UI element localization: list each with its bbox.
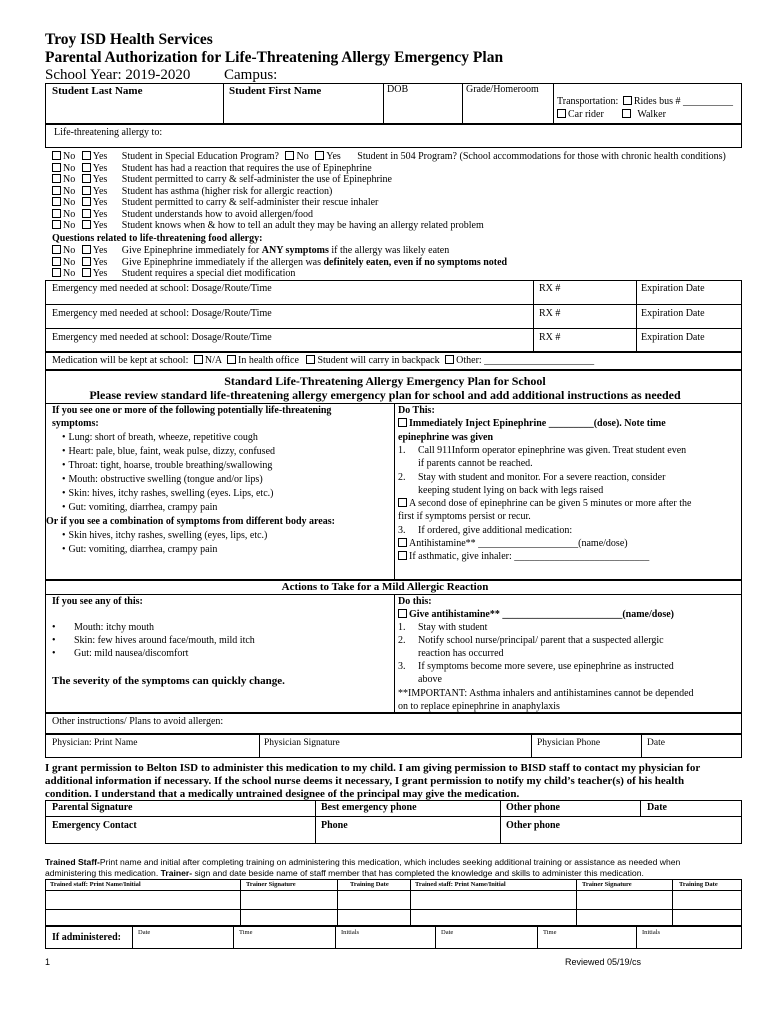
trained-staff-text-2: administering this medication. Trainer- sign and date beside name of staff member that has completed the knowledge and skills to administer this medication. [45, 868, 644, 878]
training-col-header: Training Date [350, 881, 389, 888]
mild-symptom-item: • Gut: mild nausea/discomfort [52, 648, 189, 659]
food-question-row: No Yes Give Epinephrine immediately if the allergen was definitely eaten, even if no symptoms noted [52, 257, 507, 269]
physician-signature-field[interactable]: Physician Signature [264, 738, 340, 748]
rx-field[interactable]: RX # [539, 283, 561, 294]
standard-plan-subtitle: Please review standard life-threatening allergy emergency plan for school and add additional instructions as needed [89, 388, 681, 402]
mild-reaction-title: Actions to Take for a Mild Allergic Reaction [281, 581, 489, 593]
food-question-row: No Yes Give Epinephrine immediately for ANY symptoms if the allergy was likely eaten [52, 245, 449, 257]
no-checkbox[interactable] [52, 245, 61, 254]
other-instructions-field[interactable]: Other instructions/ Plans to avoid allergen: [52, 716, 224, 727]
mild-step-item: 1. Stay with student [398, 622, 488, 633]
administered-initials-field[interactable]: Initials [341, 929, 360, 936]
walker-checkbox[interactable] [622, 109, 631, 118]
question-row: No Yes Student knows when & how to tell an adult they may be having an allergy related problem [52, 220, 484, 232]
campus-label: Campus: [224, 67, 278, 83]
question-row: No Yes Student permitted to carry & self-administer their rescue inhaler [52, 197, 378, 209]
mild-symptom-item: • Mouth: itchy mouth [52, 622, 154, 633]
na-checkbox[interactable] [194, 355, 203, 364]
training-col-header: Training Date [679, 881, 718, 888]
yes-checkbox[interactable] [82, 268, 91, 277]
question-row: No Yes Student has asthma (higher risk for allergic reaction) [52, 186, 332, 198]
training-col-header: Trained staff: Print Name/Initial [415, 881, 506, 888]
inject-epinephrine-line-2: epinephrine was given [398, 432, 494, 443]
med-dosage-field[interactable]: Emergency med needed at school: Dosage/Route/Time [52, 308, 272, 319]
mild-step-item-cont: above [418, 674, 442, 685]
standard-plan-title: Standard Life-Threatening Allergy Emergency Plan for School [224, 374, 546, 388]
do-this-heading: Do This: [398, 405, 435, 416]
step-item-cont: if parents cannot be reached. [418, 458, 533, 469]
question-row: No Yes Student in Special Education Program? No Yes Student in 504 Program? (School accommodations for those with chronic health conditions) [52, 151, 726, 163]
administered-time-field[interactable]: Time [543, 929, 557, 936]
symptom-item: • Lung: short of breath, wheeze, repetitive cough [62, 432, 258, 444]
permission-text-1: I grant permission to Belton ISD to administer this medication to my child. I am giving permission to BISD staff to contact my physician for [45, 762, 701, 774]
transportation-row: Transportation: Rides bus # __________ [557, 96, 733, 107]
transportation-row-2: Car rider Walker [557, 109, 666, 121]
mild-do-this-heading: Do this: [398, 596, 432, 607]
food-allergy-header: Questions related to life-threatening food allergy: [52, 233, 263, 244]
symptom-item: • Skin hives, itchy rashes, swelling (eyes, lips, etc.) [62, 530, 267, 542]
mild-symptom-item: • Skin: few hives around face/mouth, mild itch [52, 635, 255, 646]
no-checkbox[interactable] [285, 151, 294, 160]
parental-signature-field[interactable]: Parental Signature [52, 802, 133, 813]
training-col-header: Trained staff: Print Name/Initial [50, 881, 141, 888]
give-antihistamine-checkbox[interactable] [398, 609, 407, 618]
antihistamine-checkbox[interactable] [398, 538, 407, 547]
student-last-name-field[interactable]: Student Last Name [52, 85, 143, 97]
inhaler-checkbox[interactable] [398, 551, 407, 560]
second-dose-line-2: first if symptoms persist or recur. [398, 511, 531, 522]
question-row: No Yes Student understands how to avoid allergen/food [52, 209, 313, 221]
grade-homeroom-field[interactable]: Grade/Homeroom [466, 84, 539, 95]
training-col-header: Trainer Signature [582, 881, 632, 888]
question-row: No Yes Student has had a reaction that requires the use of Epinephrine [52, 163, 372, 175]
symptom-item: • Gut: vomiting, diarrhea, crampy pain [62, 544, 217, 556]
yes-checkbox[interactable] [82, 220, 91, 229]
if-administered-label: If administered: [52, 932, 121, 943]
give-antihistamine-row: Give antihistamine** ________________________(name/dose) [398, 609, 674, 621]
combo-heading: Or if you see a combination of symptoms from different body areas: [46, 516, 335, 527]
expiration-date-field[interactable]: Expiration Date [641, 308, 705, 319]
org-title: Troy ISD Health Services [45, 31, 213, 48]
inject-epinephrine-row: Immediately Inject Epinephrine _________(dose). Note time [398, 418, 666, 430]
symptom-item: • Throat: tight, hoarse, trouble breathing/swallowing [62, 460, 272, 472]
med-dosage-field[interactable]: Emergency med needed at school: Dosage/Route/Time [52, 332, 272, 343]
antihistamine-row: Antihistamine** ____________________(name/dose) [398, 538, 628, 550]
no-checkbox[interactable] [52, 174, 61, 183]
contact-phone-field[interactable]: Phone [321, 820, 348, 831]
second-dose-row: A second dose of epinephrine can be given 5 minutes or more after the [398, 498, 691, 510]
mild-symptoms-heading: If you see any of this: [52, 596, 143, 607]
yes-checkbox[interactable] [82, 209, 91, 218]
med-kept-row: Medication will be kept at school: N/A In health office Student will carry in backpack Other: ______________________ [52, 355, 595, 366]
yes-checkbox[interactable] [82, 151, 91, 160]
physician-date-field[interactable]: Date [647, 738, 665, 748]
car-rider-checkbox[interactable] [557, 109, 566, 118]
physician-print-name-field[interactable]: Physician: Print Name [52, 738, 138, 748]
severity-warning: The severity of the symptoms can quickly change. [52, 675, 285, 687]
symptom-item: • Skin: hives, itchy rashes, swelling (eyes. Lips, etc.) [62, 488, 273, 500]
yes-checkbox[interactable] [82, 174, 91, 183]
backpack-checkbox[interactable] [306, 355, 315, 364]
yes-checkbox[interactable] [82, 163, 91, 172]
dob-field[interactable]: DOB [387, 84, 409, 95]
rx-field[interactable]: RX # [539, 308, 561, 319]
reviewed-note: Reviewed 05/19/cs [565, 957, 642, 967]
administered-time-field[interactable]: Time [239, 929, 253, 936]
school-year: School Year: 2019-2020 [45, 67, 191, 83]
no-checkbox[interactable] [52, 257, 61, 266]
symptom-item: • Mouth: obstructive swelling (tongue and/or lips) [62, 474, 263, 486]
no-checkbox[interactable] [52, 186, 61, 195]
physician-row [45, 734, 742, 758]
step-item: 1. Call 911Inform operator epinephrine was given. Treat student even [398, 445, 687, 456]
no-checkbox[interactable] [52, 209, 61, 218]
permission-text-2: additional information if necessary. If the school nurse deems it necessary, I grant permission to notify my child’s teacher(s) of his health [45, 775, 685, 787]
step-item: 2. Stay with student and monitor. For a severe reaction, consider [398, 472, 666, 483]
yes-checkbox[interactable] [82, 245, 91, 254]
no-checkbox[interactable] [52, 197, 61, 206]
mild-step-item: 3. If symptoms become more severe, use epinephrine as instructed [398, 661, 674, 672]
other-phone-field[interactable]: Other phone [506, 802, 560, 813]
yes-checkbox[interactable] [82, 186, 91, 195]
step-item-cont: keeping student lying on back with legs raised [418, 485, 604, 496]
yes-checkbox[interactable] [82, 197, 91, 206]
training-table [45, 879, 742, 926]
no-checkbox[interactable] [52, 151, 61, 160]
form-title: Parental Authorization for Life-Threatening Allergy Emergency Plan [45, 49, 504, 66]
administered-initials-field[interactable]: Initials [642, 929, 661, 936]
emergency-contact-field[interactable]: Emergency Contact [52, 820, 137, 831]
no-checkbox[interactable] [52, 268, 61, 277]
important-note-2: on to replace epinephrine in anaphylaxis [398, 701, 560, 712]
med-dosage-field[interactable]: Emergency med needed at school: Dosage/Route/Time [52, 283, 272, 294]
rides-bus-checkbox[interactable] [623, 96, 632, 105]
best-emergency-phone-field[interactable]: Best emergency phone [321, 802, 417, 813]
contact-other-phone-field[interactable]: Other phone [506, 820, 560, 831]
trained-staff-text-1: Trained Staff-Print name and initial after completing training on administering this medication, which includes seeking additional training or assistance as needed when [45, 857, 681, 867]
symptom-item: • Gut: vomiting, diarrhea, crampy pain [62, 502, 217, 514]
yes-checkbox[interactable] [82, 257, 91, 266]
food-question-row: No Yes Student requires a special diet modification [52, 268, 295, 280]
health-office-checkbox[interactable] [227, 355, 236, 364]
mild-step-item: 2. Notify school nurse/principal/ parent that a suspected allergic [398, 635, 664, 646]
symptom-item: • Heart: pale, blue, faint, weak pulse, dizzy, confused [62, 446, 275, 458]
expiration-date-field[interactable]: Expiration Date [641, 332, 705, 343]
no-checkbox[interactable] [52, 163, 61, 172]
other-checkbox[interactable] [445, 355, 454, 364]
expiration-date-field[interactable]: Expiration Date [641, 283, 705, 294]
important-note: **IMPORTANT: Asthma inhalers and antihistamines cannot be depended [398, 688, 694, 699]
severe-symptoms-heading-2: symptoms: [52, 418, 99, 429]
rx-field[interactable]: RX # [539, 332, 561, 343]
page-number: 1 [45, 957, 51, 967]
student-first-name-field[interactable]: Student First Name [229, 85, 322, 97]
question-row: No Yes Student permitted to carry & self-administer the use of Epinephrine [52, 174, 392, 186]
severe-symptoms-heading: If you see one or more of the following potentially life-threatening [52, 405, 332, 416]
permission-text-3: condition. I understand that a medically untrained designee of the principal may give the medication. [45, 788, 520, 800]
second-dose-checkbox[interactable] [398, 498, 407, 507]
allergy-to-field[interactable]: Life-threatening allergy to: [54, 127, 163, 138]
parent-date-field[interactable]: Date [647, 802, 667, 813]
inject-epinephrine-checkbox[interactable] [398, 418, 407, 427]
administered-date-field[interactable]: Date [138, 929, 151, 936]
physician-phone-field[interactable]: Physician Phone [537, 738, 601, 748]
mild-step-item-cont: reaction has occurred [418, 648, 504, 659]
training-col-header: Trainer Signature [246, 881, 296, 888]
administered-date-field[interactable]: Date [441, 929, 454, 936]
inhaler-row: If asthmatic, give inhaler: ___________________________ [398, 551, 649, 563]
no-checkbox[interactable] [52, 220, 61, 229]
yes-checkbox[interactable] [315, 151, 324, 160]
step-item: 3. If ordered, give additional medication: [398, 525, 573, 536]
